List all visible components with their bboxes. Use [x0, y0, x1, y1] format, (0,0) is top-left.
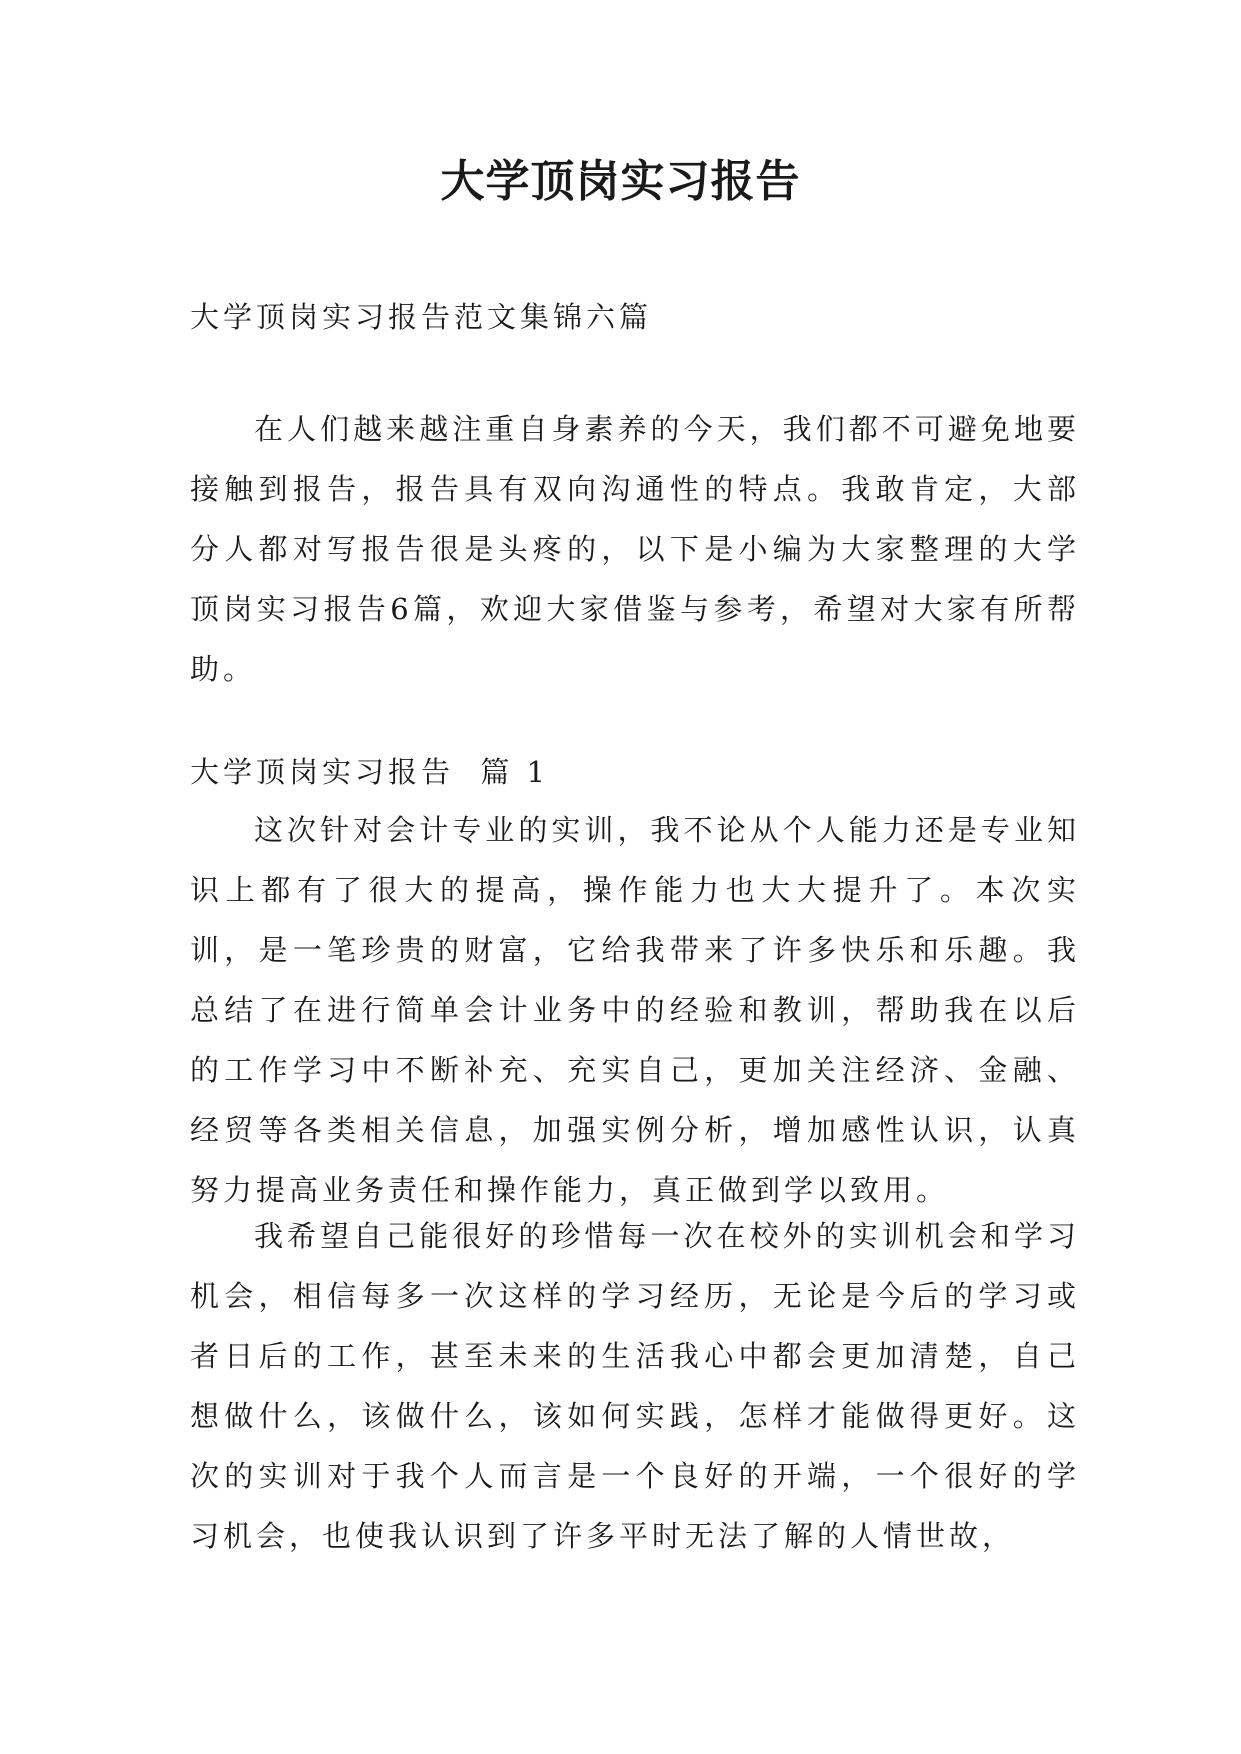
body-paragraph-1: 这次针对会计专业的实训，我不论从个人能力还是专业知识上都有了很大的提高，操作能力也大大提升了。本次实训，是一笔珍贵的财富，它给我带来了许多快乐和乐趣。我总结了在进行简单会计业务中的经验和教训，帮助我在以后的工作学习中不断补充、充实自己，更加关注经济、金融、经贸等各类相关信息，加强实例分析，增加感性认识，认真努力提高业务责任和操作能力，真正做到学以致用。	[190, 813, 1080, 1207]
document-subtitle: 大学顶岗实习报告范文集锦六篇	[190, 300, 653, 334]
intro-paragraph: 在人们越来越注重自身素养的今天，我们都不可避免地要接触到报告，报告具有双向沟通性的特点。我敢肯定，大部分人都对写报告很是头疼的，以下是小编为大家整理的大学顶岗实习报告6篇，欢迎大家借鉴与参考，希望对大家有所帮助。	[190, 412, 1080, 686]
section-heading: 大学顶岗实习报告 篇 1	[190, 755, 550, 789]
body-paragraph-2: 我希望自己能很好的珍惜每一次在校外的实训机会和学习机会，相信每多一次这样的学习经历，无论是今后的学习或者日后的工作，甚至未来的生活我心中都会更加清楚，自己想做什么，该做什么，该如何实践，怎样才能做得更好。这次的实训对于我个人而言是一个良好的开端，一个很好的学习机会，也使我认识到了许多平时无法了解的人情世故，	[190, 1219, 1080, 1553]
document-title: 大学顶岗实习报告	[440, 156, 801, 207]
